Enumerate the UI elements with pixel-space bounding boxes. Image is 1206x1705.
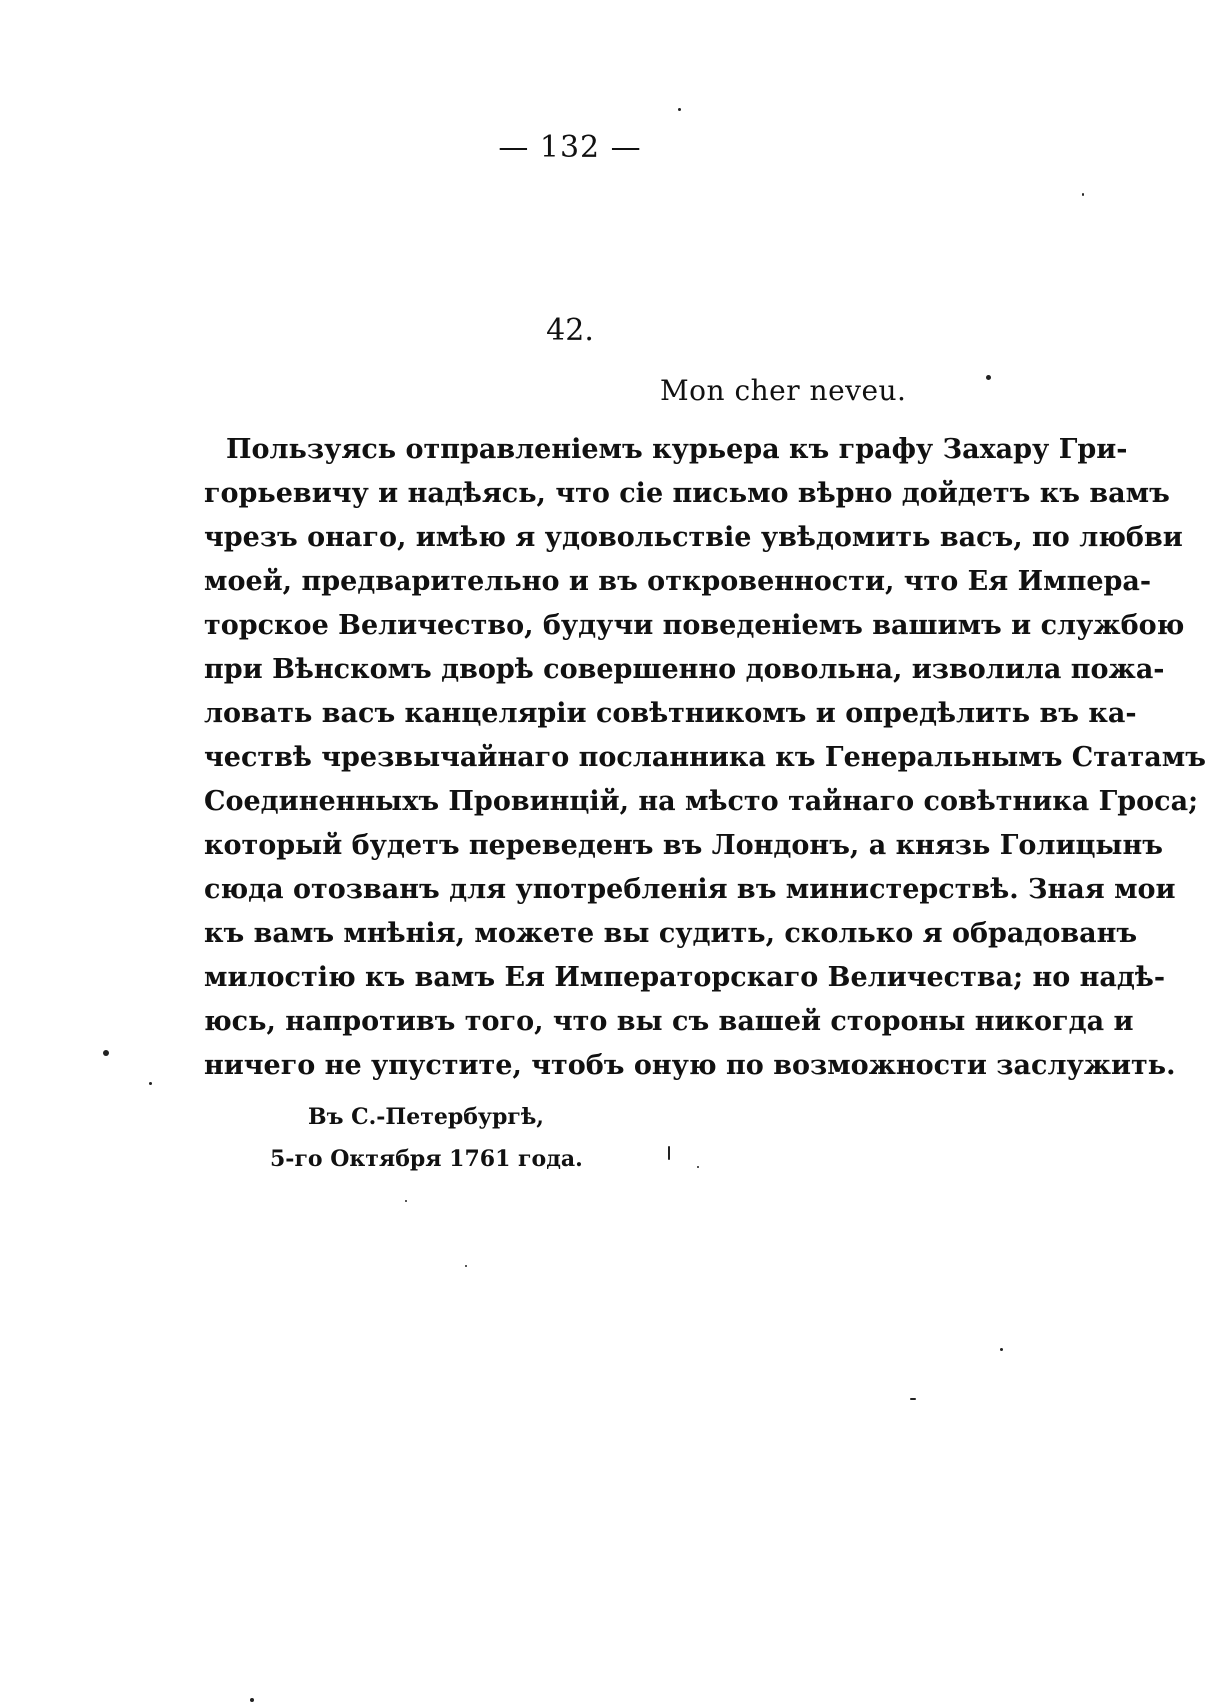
scan-speck <box>678 108 681 111</box>
body-line: чрезъ онаго, имѣю я удовольствіе увѣдомить васъ, по любви <box>204 522 1183 553</box>
body-line: торское Величество, будучи поведеніемъ вашимъ и службою <box>204 610 1185 641</box>
letter-signoff <box>270 1096 583 1180</box>
scan-speck <box>405 1200 407 1202</box>
body-line: ничего не упустите, чтобъ оную по возможности заслужить. <box>204 1050 1176 1081</box>
body-line: юсь, напротивъ того, что вы съ вашей стороны никогда и <box>204 1006 1134 1037</box>
body-line: моей, предварительно и въ откровенности, что Ея Импера- <box>204 566 1152 597</box>
body-line: Пользуясь отправленіемъ курьера къ графу Захару Гри- <box>226 434 1128 465</box>
body-line: при Вѣнскомъ дворѣ совершенно довольна, изволила пожа- <box>204 654 1165 685</box>
body-line: чествѣ чрезвычайнаго посланника къ Генеральнымъ Статамъ <box>204 742 1206 773</box>
signoff-place: Въ С.-Петербургѣ, <box>308 1104 544 1130</box>
scan-speck <box>250 1698 254 1702</box>
scan-speck <box>149 1082 152 1085</box>
body-line: Соединенныхъ Провинцій, на мѣсто тайнаго совѣтника Гроса; <box>204 786 1199 817</box>
body-line: который будетъ переведенъ въ Лондонъ, а князь Голицынъ <box>204 830 1163 861</box>
salutation: Mon cher neveu. <box>660 374 907 407</box>
scan-speck <box>103 1050 109 1056</box>
signoff-date: 5-го Октября 1761 года. <box>270 1146 583 1172</box>
body-line: горьевичу и надѣясь, что сіе письмо вѣрно дойдетъ къ вамъ <box>204 478 1170 509</box>
letter-number: 42. <box>546 313 594 348</box>
scan-speck <box>697 1166 699 1168</box>
page-number: — 132 — <box>498 130 642 165</box>
scan-speck <box>1082 193 1084 196</box>
scan-speck <box>986 375 991 380</box>
body-line: милостію къ вамъ Ея Императорскаго Величества; но надѣ- <box>204 962 1166 993</box>
body-line: ловать васъ канцеляріи совѣтникомъ и опредѣлить въ ка- <box>204 698 1137 729</box>
scan-speck <box>1000 1348 1003 1351</box>
scan-speck <box>910 1398 916 1400</box>
scan-speck <box>465 1265 467 1267</box>
scan-speck <box>668 1146 670 1160</box>
body-line: къ вамъ мнѣнія, можете вы судить, сколько я обрадованъ <box>204 918 1138 949</box>
letter-body <box>204 428 1206 1088</box>
body-line: сюда отозванъ для употребленія въ министерствѣ. Зная мои <box>204 874 1176 905</box>
